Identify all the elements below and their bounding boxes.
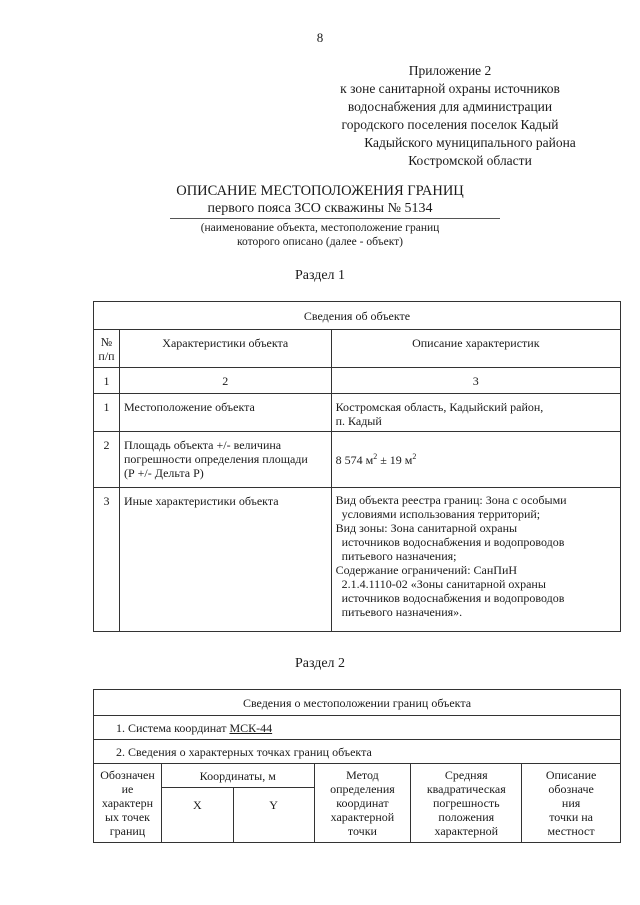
table-title: Сведения об объекте [94,302,621,330]
table-title: Сведения о местоположении границ объекта [94,690,621,716]
header-line: квадратическая [426,782,506,796]
description-line: источников водоснабжения и водопроводов [341,591,565,605]
row-description [331,394,620,432]
header-line: ния [561,796,581,810]
header-line: ие [121,782,134,796]
column-header-error [411,764,522,843]
annex-line: Кадыйского муниципального района [364,135,576,150]
annex-line: к зоне санитарной охраны источников [340,81,560,96]
page-number: 8 [316,30,324,45]
row-characteristic: Местоположение объекта [119,394,331,432]
description-line: Вид объекта реестра границ: Зона с особыми [335,493,567,507]
column-number: 3 [331,368,620,394]
header-line: характерной точки [330,810,395,838]
coordinate-system-value: МСК-44 [229,720,273,735]
column-header-characteristic: Характеристики объекта [119,330,331,368]
description-line: питьевого назначения». [341,605,463,619]
characteristic-line: Площадь объекта +/- величина [123,438,282,452]
row-characteristic: Иные характеристики объекта [119,488,331,632]
description-line: Содержание ограничений: СанПиН [335,563,518,577]
header-line: Средняя [444,768,488,782]
annex-line: водоснабжения для администрации [347,99,553,114]
header-line: характерной [434,824,499,838]
document-subtitle: первого пояса ЗСО скважины № 5134 [207,201,433,216]
description-line: питьевого назначения; [341,549,457,563]
note-line: которого описано (далее - объект) [236,236,404,248]
header-line: координат [336,796,389,810]
coordinate-system-label: 1. Система координат [116,720,230,735]
description-line: Костромская область, Кадыйский район, [335,400,544,414]
column-header-description [522,764,621,843]
header-line: точки на [549,810,593,824]
column-header-no: № п/п [94,330,120,368]
row-description [331,488,620,632]
annex-line: Приложение 2 [408,63,492,78]
header-line: ых точек [104,810,150,824]
row-number: 1 [94,394,120,432]
column-header-x: X [161,788,233,843]
description-line: источников водоснабжения и водопроводов [341,535,565,549]
column-number: 2 [119,368,331,394]
section-2-heading: Раздел 2 [294,656,346,671]
header-line: Метод [346,768,379,782]
characteristic-line: погрешности определения площади [123,452,308,466]
coordinate-system-row [94,716,621,740]
column-header-y: Y [233,788,314,843]
object-info-table [93,301,621,632]
section-1-heading: Раздел 1 [294,268,346,283]
table-row [94,394,621,432]
description-line: Вид зоны: Зона санитарной охраны [335,521,518,535]
row-number: 3 [94,488,120,632]
row-characteristic [119,432,331,488]
characteristic-line: (Р +/- Дельта Р) [123,466,204,480]
header-line: границ [109,824,146,838]
area-error: ± 19 м [377,452,413,467]
error-unit-exponent: 2 [412,451,417,461]
row-description [331,432,620,488]
header-line: Описание [545,768,597,782]
boundary-location-table [93,689,621,843]
header-line: Обозначен [100,768,155,782]
column-header-coordinates: Координаты, м [161,764,314,788]
table-row [94,432,621,488]
header-line: положения [438,810,495,824]
header-line: погрешность [432,796,500,810]
title-underline [170,218,500,219]
table-row [94,488,621,632]
header-line: обозначе [548,782,594,796]
column-header-description: Описание характеристик [331,330,620,368]
annex-block [300,62,600,170]
row-number: 2 [94,432,120,488]
document-title: ОПИСАНИЕ МЕСТОПОЛОЖЕНИЯ ГРАНИЦ [176,183,464,199]
column-number: 1 [94,368,120,394]
column-header-method [314,764,411,843]
header-line: определения [330,782,395,796]
description-line: 2.1.4.1110-02 «Зоны санитарной охраны [341,577,546,591]
header-line: характерн [101,796,154,810]
title-note [0,221,640,249]
annex-line: городского поселения поселок Кадый [341,117,559,132]
note-line: (наименование объекта, местоположение границ [200,222,440,234]
area-value: 8 574 м [335,452,374,467]
header-line: местност [547,824,595,838]
annex-line: Костромской области [408,153,532,168]
characteristic-points-row: 2. Сведения о характерных точках границ объекта [94,740,621,764]
description-line: условиями использования территорий; [341,507,541,521]
description-line: п. Кадый [335,414,382,428]
area-unit-exponent: 2 [373,451,378,461]
column-header-point [94,764,162,843]
